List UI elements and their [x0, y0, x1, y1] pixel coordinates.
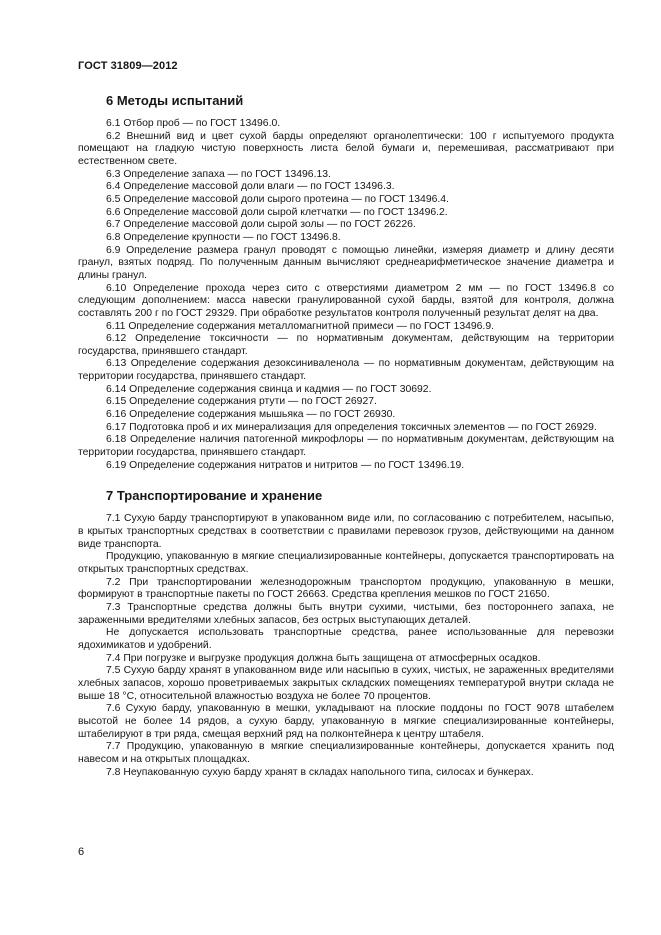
paragraph-6-14: 6.14 Определение содержания свинца и кадмия — по ГОСТ 30692.	[106, 383, 432, 395]
paragraph-6-11: 6.11 Определение содержания металломагнитной примеси — по ГОСТ 13496.9.	[106, 320, 494, 332]
section-7-title: 7 Транспортирование и хранение	[106, 488, 323, 504]
paragraph-7-1-note: Продукцию, упакованную в мягкие специализированные контейнеры, допускается транспортировать на открытых транспортных средствах.	[78, 551, 614, 575]
paragraph-7-7: 7.7 Продукцию, упакованную в мягкие специализированные контейнеры, допускается хранить под навесом и на открытых площадках.	[78, 741, 614, 765]
paragraph-6-13: 6.13 Определение содержания дезоксиниваленола — по нормативным документам, действующим на территории государства, принявшего стандарт.	[78, 358, 614, 383]
paragraph-6-5: 6.5 Определение массовой доли сырого протеина — по ГОСТ 13496.4.	[106, 193, 449, 205]
paragraph-6-8: 6.8 Определение крупности — по ГОСТ 13496.8.	[106, 231, 341, 243]
paragraph-6-4: 6.4 Определение массовой доли влаги — по ГОСТ 13496.3.	[106, 181, 395, 193]
paragraph-6-15: 6.15 Определение содержания ртути — по ГОСТ 26927.	[106, 396, 377, 408]
paragraph-6-17: 6.17 Подготовка проб и их минерализация для определения токсичных элементов — по ГОСТ 26929.	[106, 421, 597, 433]
paragraph-7-8: 7.8 Неупакованную сухую барду хранят в складах напольного типа, силосах и бункерах.	[106, 766, 534, 778]
paragraph-7-5: 7.5 Сухую барду хранят в упакованном виде или насыпью в сухих, чистых, не зараженных вредителями хлебных запасов, хорошо проветриваемых закрытых складских помещениях температурой внутри склада не выше 18 °С, относительной влажностью воздуха не более 70 процентов.	[78, 665, 614, 702]
paragraph-6-18: 6.18 Определение наличия патогенной микрофлоры — по нормативным документам, действующим на территории государства, принявшего стандарт.	[78, 434, 614, 459]
paragraph-7-3: 7.3 Транспортные средства должны быть внутри сухими, чистыми, без постороннего запаха, не зараженными вредителями хлебных запасов, без острых выступающих деталей.	[78, 601, 614, 626]
paragraph-6-10: 6.10 Определение прохода через сито с отверстиями диаметром 2 мм — по ГОСТ 13496.8 со следующим дополнением: масса навески гранулированной сухой барды, взятой для контроля, должна составлять 200 г по ГОСТ 29329. При обработке результатов контроля полученный результат делят на два.	[78, 282, 614, 319]
paragraph-7-4: 7.4 При погрузке и выгрузке продукция должна быть защищена от атмосферных осадков.	[106, 652, 541, 664]
paragraph-6-12: 6.12 Определение токсичности — по нормативным документам, действующим на территории государства, принявшего стандарт.	[78, 333, 614, 357]
paragraph-6-7: 6.7 Определение массовой доли сырой золы — по ГОСТ 26226.	[106, 219, 416, 231]
page-number: 6	[78, 846, 85, 858]
paragraph-6-2: 6.2 Внешний вид и цвет сухой барды определяют органолептически: 100 г испытуемого продукта помещают на гладкую чистую поверхность листа белой бумаги и, перемешивая, рассматривают при естественном свете.	[78, 130, 614, 167]
paragraph-6-19: 6.19 Определение содержания нитратов и нитритов — по ГОСТ 13496.19.	[106, 459, 465, 471]
document-code: ГОСТ 31809—2012	[78, 60, 178, 72]
document-body	[78, 93, 614, 779]
section-7-body	[78, 513, 614, 779]
section-6-title: 6 Методы испытаний	[106, 93, 244, 108]
paragraph-6-3: 6.3 Определение запаха — по ГОСТ 13496.13.	[106, 168, 331, 180]
paragraph-6-9: 6.9 Определение размера гранул проводят с помощью линейки, измеряя диаметр и длину десяти гранул, взятых подряд. По полученным данным вычисляют среднеарифметическое значение диаметра и длины гранул.	[78, 244, 614, 281]
paragraph-6-1: 6.1 Отбор проб — по ГОСТ 13496.0.	[106, 118, 281, 129]
paragraph-6-6: 6.6 Определение массовой доли сырой клетчатки — по ГОСТ 13496.2.	[106, 206, 448, 218]
paragraph-7-2: 7.2 При транспортировании железнодорожным транспортом продукцию, упакованную в мешки, формируют в транспортные пакеты по ГОСТ 26663. Средства крепления мешков по ГОСТ 21650.	[78, 576, 614, 601]
paragraph-7-1: 7.1 Сухую барду транспортируют в упакованном виде или, по согласованию с потребителем, насыпью, в крытых транспортных средствах в соответствии с правилами перевозок грузов, действующими на данном виде транспорта.	[78, 513, 614, 550]
paragraph-6-16: 6.16 Определение содержания мышьяка — по ГОСТ 26930.	[106, 409, 396, 421]
section-6-body	[78, 118, 614, 472]
paragraph-7-6: 7.6 Сухую барду, упакованную в мешки, укладывают на плоские поддоны по ГОСТ 9078 штабелем высотой не более 14 рядов, а сухую барду, упакованную в мягкие специализированные контейнеры, штабелируют в три ряда, смещая верхний ряд на полконтейнера к центру штабеля.	[78, 703, 614, 740]
paragraph-7-3-note: Не допускается использовать транспортные средства, ранее использованные для перевозки ядохимикатов и удобрений.	[78, 627, 614, 651]
